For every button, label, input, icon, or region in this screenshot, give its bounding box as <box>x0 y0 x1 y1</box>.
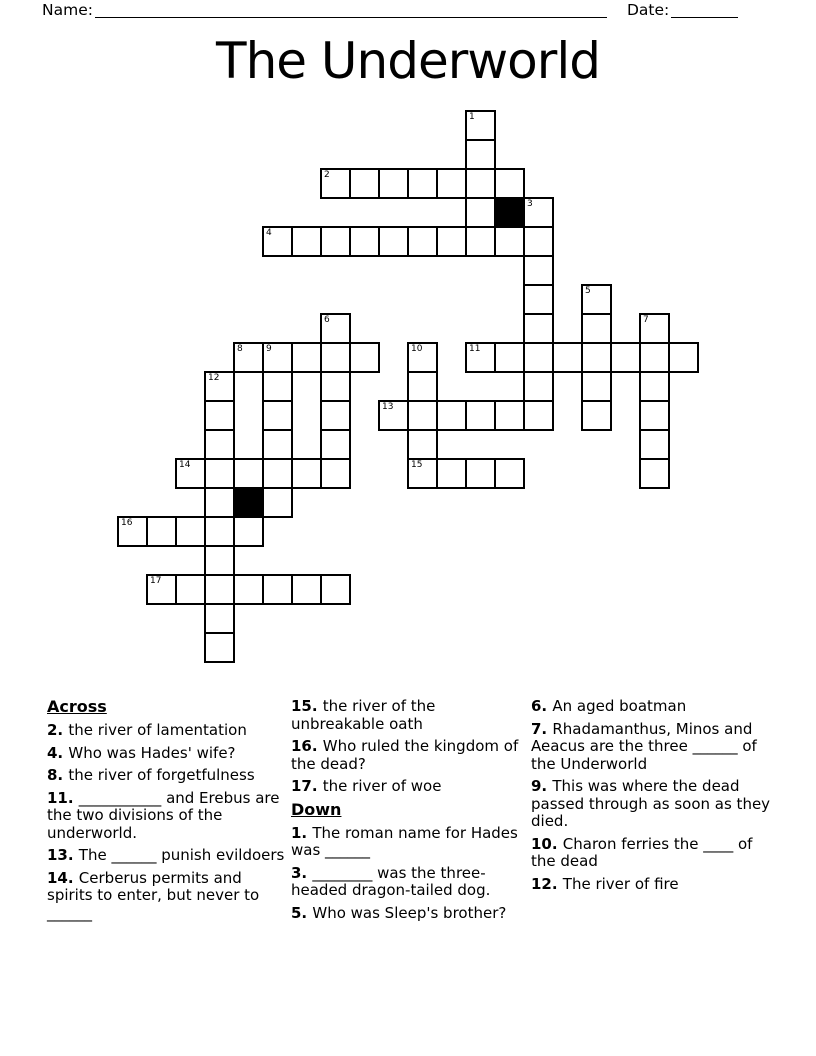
name-label: Name: <box>42 1 93 19</box>
grid-cell-r16c7[interactable] <box>320 574 351 605</box>
clue-number: 9. <box>531 777 553 795</box>
grid-cell-r12c10-num-15[interactable] <box>407 458 438 489</box>
clue-text: Charon ferries the ____ of the dead <box>531 834 753 870</box>
grid-cell-r2c8[interactable] <box>349 168 380 199</box>
clue-12 <box>531 876 771 894</box>
grid-cell-r11c7[interactable] <box>320 429 351 460</box>
clue-3 <box>291 865 531 900</box>
clue-1 <box>291 825 531 860</box>
puzzle-title: The Underworld <box>216 32 600 90</box>
grid-cell-r14c0-num-16[interactable] <box>117 516 148 547</box>
grid-cell-r8c8[interactable] <box>349 342 380 373</box>
cell-number: 1 <box>469 112 475 122</box>
down-heading: Down <box>291 799 342 819</box>
grid-cell-r4c12[interactable] <box>465 226 496 257</box>
clue-2 <box>47 722 285 740</box>
clue-8 <box>47 767 285 785</box>
cell-number: 13 <box>382 402 394 412</box>
cell-number: 15 <box>411 460 423 470</box>
grid-cell-r4c13[interactable] <box>494 226 525 257</box>
grid-cell-r12c7[interactable] <box>320 458 351 489</box>
cell-number: 10 <box>411 344 423 354</box>
crossword-grid <box>117 110 699 663</box>
clue-number: 17. <box>291 777 323 795</box>
clue-text: This was where the dead passed through as soon as they died. <box>531 777 771 830</box>
grid-cell-r8c18[interactable] <box>639 342 670 373</box>
grid-cell-r8c17[interactable] <box>610 342 641 373</box>
grid-cell-r10c16[interactable] <box>581 400 612 431</box>
grid-cell-r13c5[interactable] <box>262 487 293 518</box>
grid-cell-r13c3[interactable] <box>204 487 235 518</box>
grid-cell-r8c4-num-8[interactable] <box>233 342 264 373</box>
grid-cell-r7c16[interactable] <box>581 313 612 344</box>
grid-cell-r2c11[interactable] <box>436 168 467 199</box>
grid-cell-r0c12-num-1[interactable] <box>465 110 496 141</box>
clue-text: the river of forgetfulness <box>68 766 255 784</box>
grid-cell-r12c13[interactable] <box>494 458 525 489</box>
grid-cell-r2c9[interactable] <box>378 168 409 199</box>
grid-cell-r11c10[interactable] <box>407 429 438 460</box>
grid-cell-r8c15[interactable] <box>552 342 583 373</box>
grid-cell-r16c4[interactable] <box>233 574 264 605</box>
clue-number: 4. <box>47 743 69 762</box>
date-label: Date: <box>627 1 670 19</box>
grid-cell-r9c14[interactable] <box>523 371 554 402</box>
grid-cell-r15c3[interactable] <box>204 545 235 576</box>
grid-cell-r12c5[interactable] <box>262 458 293 489</box>
grid-cell-r16c6[interactable] <box>291 574 322 605</box>
grid-cell-r12c11[interactable] <box>436 458 467 489</box>
clue-text: Cerberus permits and spirits to enter, but never to ______ <box>47 868 260 922</box>
grid-cell-r10c9-num-13[interactable] <box>378 400 409 431</box>
grid-cell-r9c10[interactable] <box>407 371 438 402</box>
cell-number: 5 <box>585 286 591 296</box>
name-blank-line[interactable] <box>95 3 607 18</box>
grid-cell-r9c18[interactable] <box>639 371 670 402</box>
grid-cell-r18c3[interactable] <box>204 632 235 663</box>
grid-cell-r12c18[interactable] <box>639 458 670 489</box>
grid-cell-r8c7[interactable] <box>320 342 351 373</box>
clue-number: 11. <box>47 788 79 807</box>
grid-cell-r2c12[interactable] <box>465 168 496 199</box>
clue-number: 12. <box>531 874 563 893</box>
grid-cell-r12c2-num-14[interactable] <box>175 458 206 489</box>
grid-cell-r4c6[interactable] <box>291 226 322 257</box>
clue-4 <box>47 745 285 763</box>
cell-number: 7 <box>643 315 649 325</box>
cell-number: 12 <box>208 373 220 383</box>
clue-9 <box>531 778 771 831</box>
grid-cell-r6c16-num-5[interactable] <box>581 284 612 315</box>
clue-number: 1. <box>291 823 313 842</box>
grid-cell-r2c13[interactable] <box>494 168 525 199</box>
grid-cell-r8c10-num-10[interactable] <box>407 342 438 373</box>
date-blank-line[interactable] <box>671 3 738 18</box>
grid-cell-r11c18[interactable] <box>639 429 670 460</box>
clue-number: 7. <box>531 719 553 738</box>
grid-cell-r12c12[interactable] <box>465 458 496 489</box>
clue-text: ________ was the three-headed dragon-tailed dog. <box>291 863 491 899</box>
clue-number: 14. <box>47 868 79 887</box>
grid-cell-r12c6[interactable] <box>291 458 322 489</box>
grid-cell-r14c4[interactable] <box>233 516 264 547</box>
grid-cell-r10c11[interactable] <box>436 400 467 431</box>
across-heading: Across <box>47 697 107 716</box>
grid-cell-r4c5-num-4[interactable] <box>262 226 293 257</box>
grid-cell-r8c13[interactable] <box>494 342 525 373</box>
clue-10 <box>531 836 771 871</box>
grid-cell-r10c13[interactable] <box>494 400 525 431</box>
grid-cell-r8c6[interactable] <box>291 342 322 373</box>
grid-cell-r14c2[interactable] <box>175 516 206 547</box>
grid-cell-r9c3-num-12[interactable] <box>204 371 235 402</box>
grid-cell-r17c3[interactable] <box>204 603 235 634</box>
grid-cell-r4c14[interactable] <box>523 226 554 257</box>
clue-text: ___________ and Erebus are the two divisions of the underworld. <box>47 788 280 842</box>
clue-text: the river of woe <box>322 777 442 795</box>
grid-cell-r16c3[interactable] <box>204 574 235 605</box>
cell-number: 11 <box>469 344 481 354</box>
grid-cell-r16c2[interactable] <box>175 574 206 605</box>
grid-cell-r7c18-num-7[interactable] <box>639 313 670 344</box>
grid-cell-r8c16[interactable] <box>581 342 612 373</box>
cell-number: 3 <box>527 199 533 209</box>
grid-cell-r3c12[interactable] <box>465 197 496 228</box>
grid-cell-r9c7[interactable] <box>320 371 351 402</box>
grid-cell-r12c4[interactable] <box>233 458 264 489</box>
clue-number: 6. <box>531 697 553 715</box>
grid-cell-r7c14[interactable] <box>523 313 554 344</box>
clue-number: 16. <box>291 737 323 755</box>
clue-text: An aged boatman <box>552 697 687 715</box>
grid-cell-r11c5[interactable] <box>262 429 293 460</box>
grid-cell-r10c5[interactable] <box>262 400 293 431</box>
grid-cell-r2c7-num-2[interactable] <box>320 168 351 199</box>
grid-cell-r8c19[interactable] <box>668 342 699 373</box>
grid-cell-r8c12-num-11[interactable] <box>465 342 496 373</box>
grid-cell-r14c3[interactable] <box>204 516 235 547</box>
clue-7 <box>531 721 771 774</box>
clue-13 <box>47 847 285 865</box>
cell-number: 16 <box>121 518 133 528</box>
grid-cell-r10c3[interactable] <box>204 400 235 431</box>
clue-15 <box>291 698 531 733</box>
clue-5 <box>291 905 531 923</box>
clue-text: The river of fire <box>562 874 679 893</box>
cell-number: 14 <box>179 460 191 470</box>
clue-text: The roman name for Hades was ______ <box>291 823 518 859</box>
clue-6 <box>531 698 771 716</box>
grid-cell-r4c9[interactable] <box>378 226 409 257</box>
grid-cell-r4c11[interactable] <box>436 226 467 257</box>
clue-number: 5. <box>291 903 313 922</box>
grid-cell-r4c10[interactable] <box>407 226 438 257</box>
clue-text: Rhadamanthus, Minos and Aeacus are the three ______ of the Underworld <box>531 719 757 773</box>
grid-cell-r7c7-num-6[interactable] <box>320 313 351 344</box>
black-cell-r3c13 <box>494 197 525 228</box>
grid-cell-r10c14[interactable] <box>523 400 554 431</box>
grid-cell-r4c8[interactable] <box>349 226 380 257</box>
clue-number: 13. <box>47 846 79 864</box>
clue-text: the river of the unbreakable oath <box>291 697 436 733</box>
grid-cell-r10c10[interactable] <box>407 400 438 431</box>
clue-number: 2. <box>47 721 69 739</box>
clue-text: Who was Sleep's brother? <box>312 903 507 922</box>
grid-cell-r1c12[interactable] <box>465 139 496 170</box>
cell-number: 6 <box>324 315 330 325</box>
clue-number: 15. <box>291 697 323 715</box>
grid-cell-r9c16[interactable] <box>581 371 612 402</box>
clue-11 <box>47 790 285 843</box>
cell-number: 2 <box>324 170 330 180</box>
grid-cell-r14c1[interactable] <box>146 516 177 547</box>
clue-text: Who ruled the kingdom of the dead? <box>291 737 519 773</box>
black-cell-r13c4 <box>233 487 264 518</box>
clue-text: Who was Hades' wife? <box>68 743 236 762</box>
clue-number: 10. <box>531 834 563 853</box>
grid-cell-r3c14-num-3[interactable] <box>523 197 554 228</box>
grid-cell-r6c14[interactable] <box>523 284 554 315</box>
grid-cell-r9c5[interactable] <box>262 371 293 402</box>
clue-16 <box>291 738 531 773</box>
grid-cell-r8c14[interactable] <box>523 342 554 373</box>
clue-number: 3. <box>291 863 313 882</box>
grid-cell-r11c3[interactable] <box>204 429 235 460</box>
grid-cell-r2c10[interactable] <box>407 168 438 199</box>
clue-14 <box>47 870 285 923</box>
cell-number: 8 <box>237 344 243 354</box>
grid-cell-r5c14[interactable] <box>523 255 554 286</box>
clue-number: 8. <box>47 766 69 784</box>
grid-cell-r8c5-num-9[interactable] <box>262 342 293 373</box>
grid-cell-r12c3[interactable] <box>204 458 235 489</box>
clue-column-left <box>47 698 285 927</box>
grid-cell-r16c1-num-17[interactable] <box>146 574 177 605</box>
grid-cell-r10c7[interactable] <box>320 400 351 431</box>
clue-text: The ______ punish evildoers <box>78 846 285 864</box>
grid-cell-r10c18[interactable] <box>639 400 670 431</box>
clue-17 <box>291 778 531 796</box>
grid-cell-r10c12[interactable] <box>465 400 496 431</box>
grid-cell-r16c5[interactable] <box>262 574 293 605</box>
cell-number: 17 <box>150 576 162 586</box>
clue-text: the river of lamentation <box>68 721 247 739</box>
clue-column-middle <box>291 698 531 927</box>
cell-number: 9 <box>266 344 272 354</box>
grid-cell-r4c7[interactable] <box>320 226 351 257</box>
clue-column-right <box>531 698 771 898</box>
cell-number: 4 <box>266 228 272 238</box>
